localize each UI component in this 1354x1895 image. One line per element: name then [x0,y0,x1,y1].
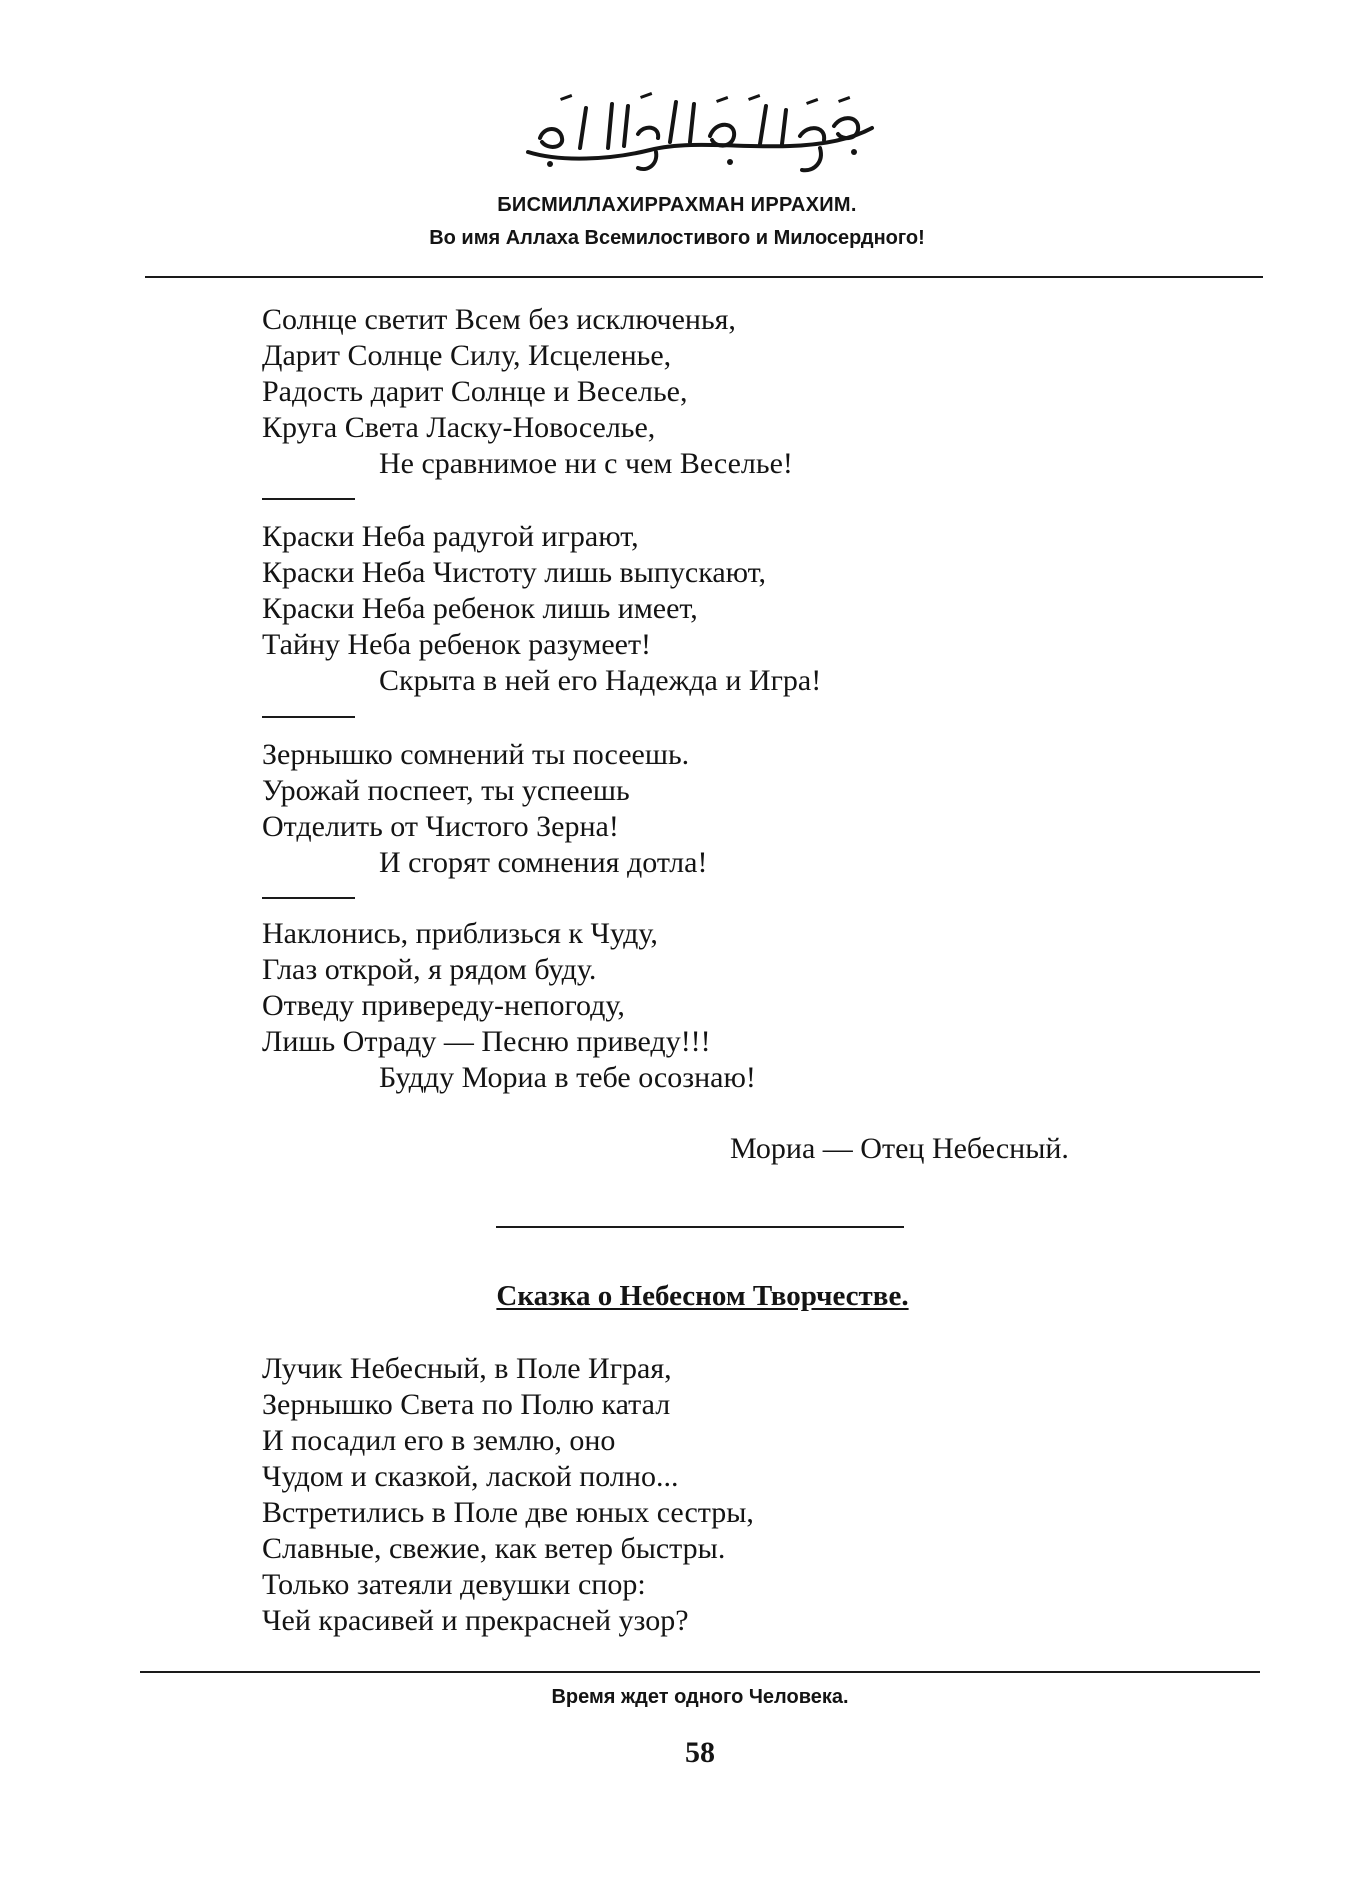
stanza-separator [262,716,355,718]
section-divider [496,1226,904,1228]
verse-line: И посадил его в землю, оно [262,1424,616,1457]
verse-line: Краски Неба ребенок лишь имеет, [262,592,698,625]
verse-refrain: Скрыта в ней его Надежда и Игра! [379,664,822,697]
verse-line: Славные, свежие, как ветер быстры. [262,1532,726,1565]
verse-line: Отделить от Чистого Зерна! [262,810,619,843]
bismillah-calligraphy-icon [520,90,880,180]
stanza-separator [262,498,355,500]
verse-refrain: Не сравнимое ни с чем Веселье! [379,447,793,480]
poem1-stanza-3 [262,737,1162,881]
verse-line: Дарит Солнце Силу, Исцеленье, [262,339,672,372]
poem2-body [262,1351,1162,1639]
poem1-stanza-4 [262,916,1162,1096]
page-number: 58 [685,1736,715,1769]
section-title: Сказка о Небесном Творчестве. [496,1280,909,1312]
verse-line: Круга Света Ласку-Новоселье, [262,411,656,444]
header-subtitle: Во имя Аллаха Всемилостивого и Милосердного! [429,227,925,249]
verse-line: Солнце светит Всем без исключенья, [262,303,736,336]
stanza-separator [262,897,355,899]
verse-line: Наклонись, приблизься к Чуду, [262,917,658,950]
verse-line: Тайну Неба ребенок разумеет! [262,628,652,661]
verse-line: Краски Неба Чистоту лишь выпускают, [262,556,767,589]
verse-line: Встретились в Поле две юных сестры, [262,1496,754,1529]
verse-line: Радость дарит Солнце и Веселье, [262,375,688,408]
verse-line: Краски Неба радугой играют, [262,520,639,553]
verse-line: Лишь Отраду — Песню приведу!!! [262,1025,711,1058]
verse-line: Зернышко сомнений ты посеешь. [262,738,690,771]
header-title: БИСМИЛЛАХИРРАХМАН ИРРАХИМ. [497,194,857,216]
verse-line: Чудом и сказкой, лаской полно... [262,1460,679,1493]
verse-line: Зернышко Света по Полю катал [262,1388,671,1421]
poem1-stanza-1 [262,302,1162,482]
verse-line: Чей красивей и прекрасней узор? [262,1604,689,1637]
verse-refrain: И сгорят сомнения дотла! [379,846,708,879]
verse-line: Отведу привереду-непогоду, [262,989,625,1022]
verse-line: Глаз открой, я рядом буду. [262,953,597,986]
verse-line: Только затеяли девушки спор: [262,1568,646,1601]
verse-refrain: Будду Мориа в тебе осознаю! [379,1061,756,1094]
verse-line: Урожай поспеет, ты успеешь [262,774,630,807]
verse-line: Лучик Небесный, в Поле Играя, [262,1352,672,1385]
poem1-stanza-2 [262,519,1162,699]
footer-motto: Время ждет одного Человека. [551,1686,849,1708]
header-divider [145,276,1263,278]
footer-divider [140,1671,1260,1673]
poem-signature: Мориа — Отец Небесный. [730,1132,1069,1165]
